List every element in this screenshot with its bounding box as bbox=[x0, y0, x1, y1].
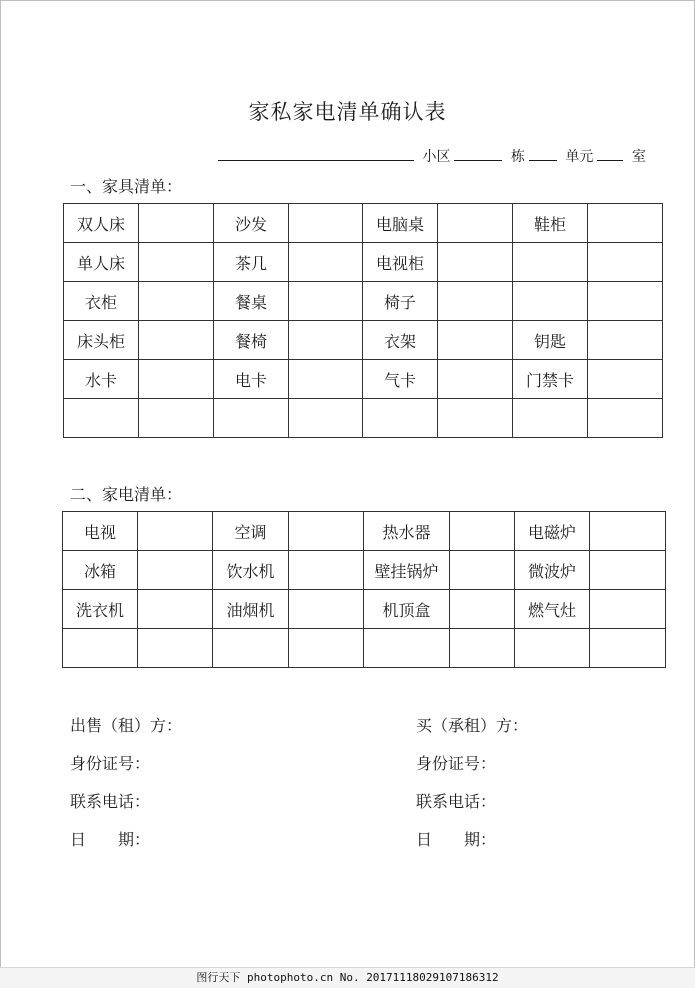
room-label: 室 bbox=[631, 149, 646, 165]
item-input-cell[interactable] bbox=[139, 399, 214, 438]
item-input-cell[interactable] bbox=[289, 399, 363, 438]
furniture-row bbox=[64, 204, 663, 243]
item-label-cell: 电卡 bbox=[214, 360, 289, 399]
item-label-cell: 椅子 bbox=[363, 282, 438, 321]
furniture-row bbox=[64, 360, 663, 399]
item-input-cell[interactable] bbox=[588, 204, 663, 243]
item-label-cell: 单人床 bbox=[64, 243, 139, 282]
item-label-cell bbox=[513, 399, 588, 438]
address-line bbox=[218, 146, 650, 166]
item-label-cell: 热水器 bbox=[364, 512, 450, 551]
watermark-footer: 图行天下 photophoto.cn No. 20171118029107186312 bbox=[0, 967, 695, 988]
item-label-cell bbox=[64, 399, 139, 438]
furniture-row bbox=[64, 321, 663, 360]
seller-label: 出售（租）方： bbox=[70, 716, 183, 735]
item-input-cell[interactable] bbox=[438, 360, 513, 399]
item-input-cell[interactable] bbox=[588, 399, 663, 438]
item-label-cell: 壁挂锅炉 bbox=[364, 551, 450, 590]
item-label-cell: 餐桌 bbox=[214, 282, 289, 321]
furniture-heading: 一、家具清单： bbox=[70, 177, 183, 196]
item-label-cell: 衣柜 bbox=[64, 282, 139, 321]
item-input-cell[interactable] bbox=[138, 512, 213, 551]
item-input-cell[interactable] bbox=[438, 321, 513, 360]
item-input-cell[interactable] bbox=[438, 282, 513, 321]
item-label-cell: 床头柜 bbox=[64, 321, 139, 360]
item-label-cell: 钥匙 bbox=[513, 321, 588, 360]
item-label-cell: 水卡 bbox=[64, 360, 139, 399]
item-label-cell: 饮水机 bbox=[213, 551, 289, 590]
item-label-cell: 微波炉 bbox=[515, 551, 590, 590]
item-input-cell[interactable] bbox=[139, 204, 214, 243]
item-label-cell: 衣架 bbox=[363, 321, 438, 360]
buyer-phone-label: 联系电话： bbox=[416, 792, 497, 811]
buyer-id-label: 身份证号： bbox=[416, 754, 497, 773]
item-input-cell[interactable] bbox=[590, 629, 666, 668]
item-input-cell[interactable] bbox=[450, 629, 515, 668]
item-input-cell[interactable] bbox=[588, 360, 663, 399]
appliances-heading: 二、家电清单： bbox=[70, 485, 183, 504]
item-input-cell[interactable] bbox=[289, 590, 364, 629]
item-label-cell: 油烟机 bbox=[213, 590, 289, 629]
item-label-cell: 洗衣机 bbox=[63, 590, 138, 629]
item-input-cell[interactable] bbox=[289, 282, 363, 321]
appliance-row bbox=[63, 590, 666, 629]
seller-date-label: 日 期： bbox=[70, 830, 151, 849]
document-title: 家私家电清单确认表 bbox=[248, 100, 447, 124]
appliance-row bbox=[63, 551, 666, 590]
item-label-cell: 茶几 bbox=[214, 243, 289, 282]
item-input-cell[interactable] bbox=[590, 551, 666, 590]
building-label: 栋 bbox=[510, 149, 525, 165]
building-blank[interactable] bbox=[529, 146, 557, 161]
community-label: 小区 bbox=[422, 149, 451, 165]
item-label-cell: 机顶盒 bbox=[364, 590, 450, 629]
item-input-cell[interactable] bbox=[438, 399, 513, 438]
item-label-cell: 双人床 bbox=[64, 204, 139, 243]
furniture-row bbox=[64, 243, 663, 282]
item-label-cell: 鞋柜 bbox=[513, 204, 588, 243]
buyer-date-label: 日 期： bbox=[416, 830, 497, 849]
item-input-cell[interactable] bbox=[289, 512, 364, 551]
item-input-cell[interactable] bbox=[438, 243, 513, 282]
seller-id-label: 身份证号： bbox=[70, 754, 151, 773]
unit-blank[interactable] bbox=[597, 146, 623, 161]
unit-label: 单元 bbox=[565, 149, 594, 165]
address-blank[interactable] bbox=[218, 146, 414, 161]
item-label-cell bbox=[515, 629, 590, 668]
item-input-cell[interactable] bbox=[588, 282, 663, 321]
item-input-cell[interactable] bbox=[588, 243, 663, 282]
item-input-cell[interactable] bbox=[289, 243, 363, 282]
item-label-cell: 电视 bbox=[63, 512, 138, 551]
item-input-cell[interactable] bbox=[139, 360, 214, 399]
furniture-row bbox=[64, 282, 663, 321]
item-label-cell: 空调 bbox=[213, 512, 289, 551]
item-label-cell: 冰箱 bbox=[63, 551, 138, 590]
item-label-cell: 沙发 bbox=[214, 204, 289, 243]
item-label-cell: 气卡 bbox=[363, 360, 438, 399]
item-label-cell bbox=[214, 399, 289, 438]
item-input-cell[interactable] bbox=[138, 590, 213, 629]
item-label-cell: 门禁卡 bbox=[513, 360, 588, 399]
item-label-cell bbox=[513, 243, 588, 282]
item-input-cell[interactable] bbox=[138, 551, 213, 590]
item-input-cell[interactable] bbox=[289, 321, 363, 360]
item-input-cell[interactable] bbox=[450, 551, 515, 590]
item-label-cell: 电脑桌 bbox=[363, 204, 438, 243]
item-label-cell: 燃气灶 bbox=[515, 590, 590, 629]
furniture-row bbox=[64, 399, 663, 438]
item-input-cell[interactable] bbox=[289, 629, 364, 668]
item-label-cell: 电磁炉 bbox=[515, 512, 590, 551]
item-input-cell[interactable] bbox=[289, 360, 363, 399]
item-input-cell[interactable] bbox=[438, 204, 513, 243]
buyer-label: 买（承租）方： bbox=[416, 716, 529, 735]
item-input-cell[interactable] bbox=[588, 321, 663, 360]
item-input-cell[interactable] bbox=[139, 282, 214, 321]
seller-phone-label: 联系电话： bbox=[70, 792, 151, 811]
item-input-cell[interactable] bbox=[289, 551, 364, 590]
item-input-cell[interactable] bbox=[139, 321, 214, 360]
item-input-cell[interactable] bbox=[138, 629, 213, 668]
furniture-table bbox=[63, 203, 663, 438]
item-label-cell bbox=[63, 629, 138, 668]
item-label-cell bbox=[364, 629, 450, 668]
item-input-cell[interactable] bbox=[289, 204, 363, 243]
appliance-row bbox=[63, 512, 666, 551]
item-label-cell: 餐椅 bbox=[214, 321, 289, 360]
item-input-cell[interactable] bbox=[590, 512, 666, 551]
item-input-cell[interactable] bbox=[450, 512, 515, 551]
appliances-table bbox=[62, 511, 666, 668]
item-label-cell bbox=[213, 629, 289, 668]
community-blank[interactable] bbox=[454, 146, 502, 161]
item-input-cell[interactable] bbox=[450, 590, 515, 629]
item-label-cell bbox=[363, 399, 438, 438]
item-input-cell[interactable] bbox=[139, 243, 214, 282]
item-input-cell[interactable] bbox=[590, 590, 666, 629]
appliance-row bbox=[63, 629, 666, 668]
item-label-cell bbox=[513, 282, 588, 321]
item-label-cell: 电视柜 bbox=[363, 243, 438, 282]
